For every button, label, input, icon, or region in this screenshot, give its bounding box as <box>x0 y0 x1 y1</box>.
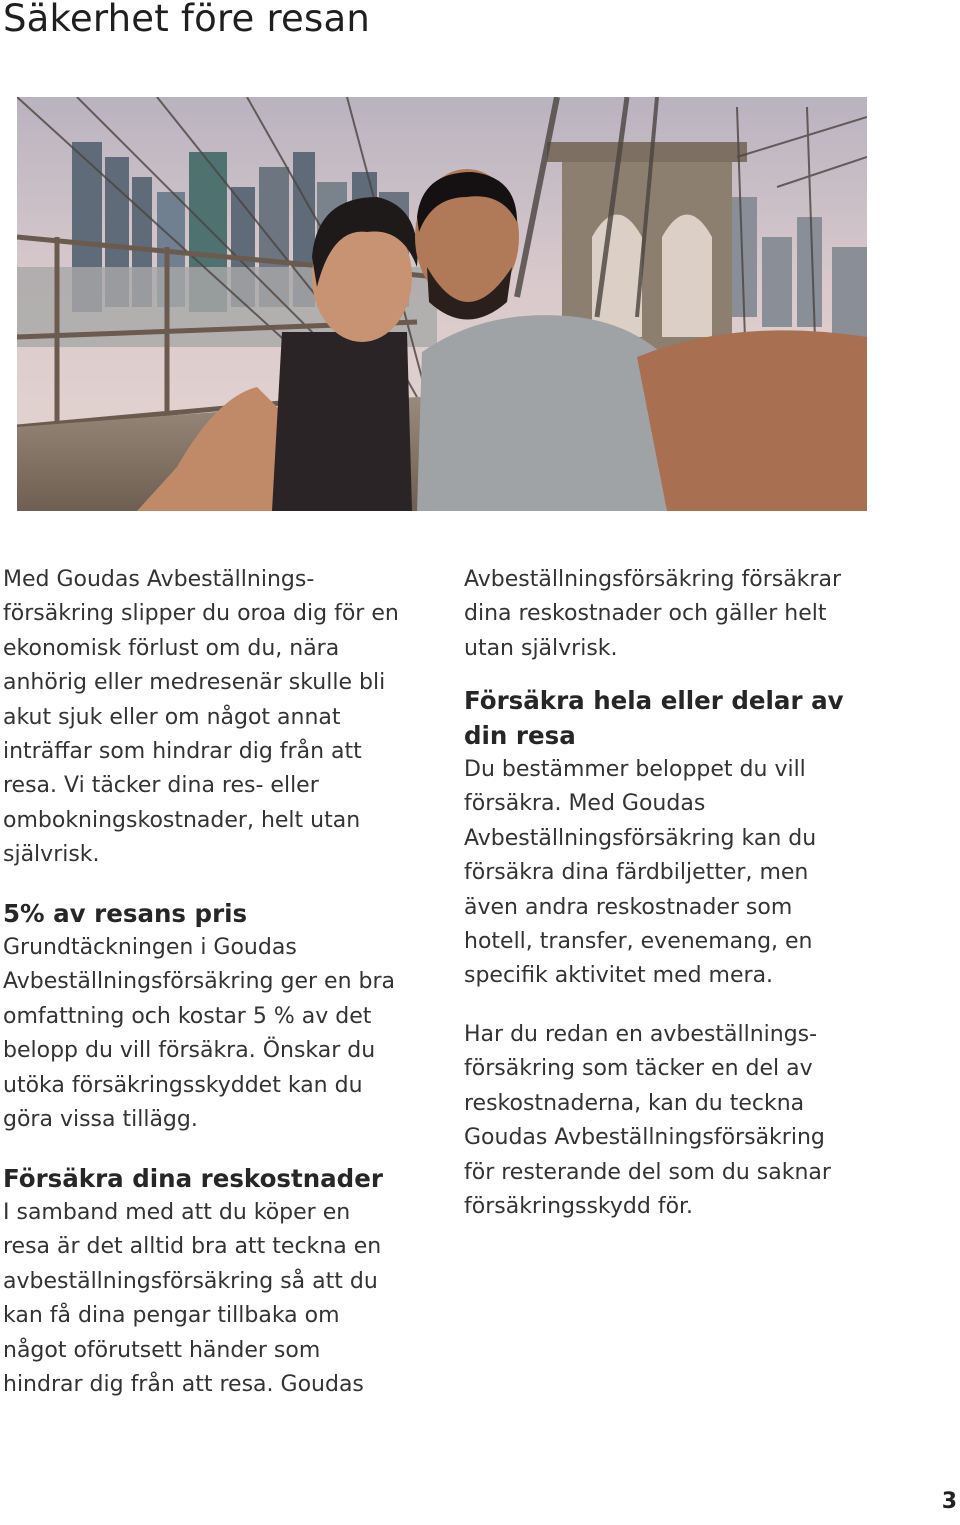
closing-paragraph: Har du redan en avbeställnings- försäkring som täcker en del av reskostnaderna, kan du teckna Goudas Avbeställningsförsäkring för resterande del som du saknar försäkringsskydd för. <box>464 1021 831 1219</box>
partial-paragraph: Du bestämmer beloppet du vill försäkra. Med Goudas Avbeställningsförsäkring kan du försäkra dina färdbiljetter, men även andra reskostnader som hotell, transfer, evenemang, en specifik aktivitet med mera. <box>464 757 817 989</box>
costs-paragraph: I samband med att du köper en resa är det alltid bra att teckna en avbeställningsförsäkring så att du kan få dina pengar tillbaka om något oförutsett händer som hindrar dig från att resa. Goudas <box>3 1199 382 1397</box>
hero-photo <box>17 97 867 511</box>
section-heading-costs: Försäkra dina reskostnader <box>3 1163 383 1193</box>
right-column <box>464 563 904 1224</box>
page-title: Säkerhet före resan <box>3 0 371 40</box>
section-heading-price: 5% av resans pris <box>3 898 248 928</box>
left-column <box>3 563 433 1402</box>
price-paragraph: Grundtäckningen i Goudas Avbeställningsförsäkring ger en bra omfattning och kostar 5 % av det belopp du vill försäkra. Önskar du utöka försäkringsskyddet kan du göra vissa tillägg. <box>3 935 395 1133</box>
continuation-paragraph: Avbeställningsförsäkring försäkrar dina reskostnader och gäller helt utan självrisk. <box>464 567 841 661</box>
page-number: 3 <box>941 1489 957 1514</box>
intro-paragraph: Med Goudas Avbeställnings- försäkring slipper du oroa dig för en ekonomisk förlust om du, nära anhörig eller medresenär skulle bli akut sjuk eller om något annat inträffar som hindrar dig från att resa. Vi täcker dina res- eller ombokningskostnader, helt utan självrisk. <box>3 567 399 868</box>
section-heading-partial: Försäkra hela eller delar av din resa <box>464 686 844 750</box>
